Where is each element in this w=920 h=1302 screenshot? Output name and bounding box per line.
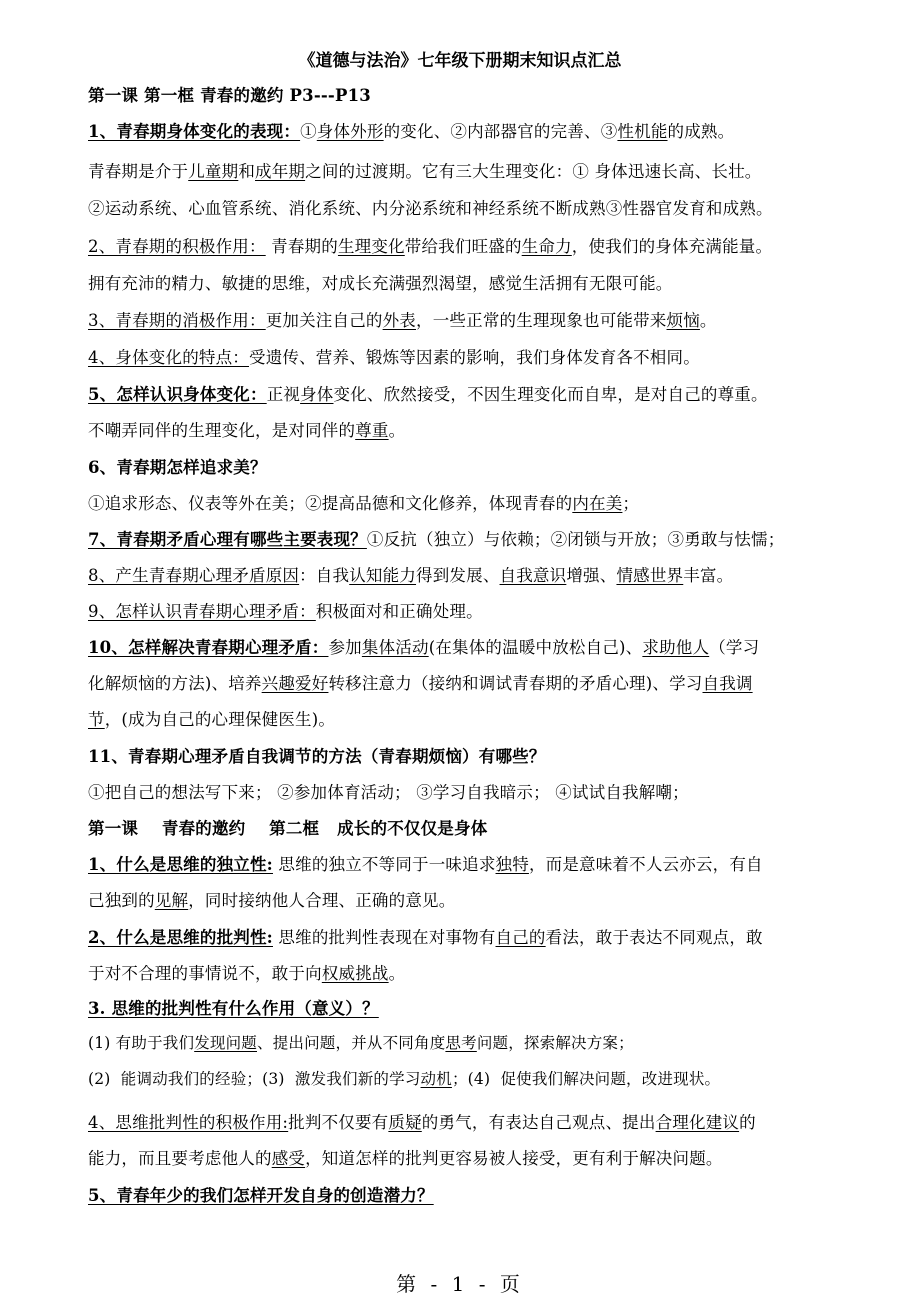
lesson-heading-1: 第一课 第一框 青春的邀约 P3---P13 [88,86,371,105]
item-7: 7、青春期矛盾心理有哪些主要表现？①反抗（独立）与依赖；②闭锁与开放；③勇敢与怯懦； [88,530,785,549]
section2-item-4-cont: 能力，而且要考虑他人的感受，知道怎样的批判更容易被人接受，更有利于解决问题。 [88,1149,723,1168]
item-10-cont: 化解烦恼的方法)、培养兴趣爱好转移注意力（接纳和调试青春期的矛盾心理)、学习自我调 [88,674,753,693]
item-2: 2、青春期的积极作用： 青春期的生理变化带给我们旺盛的生命力，使我们的身体充满能量。 [88,237,773,256]
item-8: 8、产生青春期心理矛盾原因：自我认知能力得到发展、自我意识增强、情感世界丰富。 [88,566,734,585]
item-6: 6、青春期怎样追求美？ [88,458,267,477]
item-1: 1、青春期身体变化的表现：①身体外形的变化、②内部器官的完善、③性机能的成熟。 [88,122,735,141]
lesson-heading-2: 第一课 青春的邀约 第二框 成长的不仅仅是身体 [88,819,488,838]
section2-item-3-b: (2) 能调动我们的经验；(3) 激发我们新的学习动机；(4) 促使我们解决问题，改进现状。 [88,1070,721,1088]
item-4: 4、身体变化的特点：受遗传、营养、锻炼等因素的影响，我们身体发育各不相同。 [88,348,700,367]
item-3: 3、青春期的消极作用：更加关注自己的外表，一些正常的生理现象也可能带来烦恼。 [88,311,717,330]
section2-item-2: 2、什么是思维的批判性: 思维的批判性表现在对事物有自己的看法，敢于表达不同观点，敢 [88,928,763,947]
page-title: 《道德与法治》七年级下册期末知识点汇总 [298,51,622,71]
page-number: 第 - 1 - 页 [396,1272,524,1296]
paragraph-1-cont: ②运动系统、心血管系统、消化系统、内分泌系统和神经系统不断成熟③性器官发育和成熟。 [88,199,773,218]
item-10-cont2: 节，(成为自己的心理保健医生)。 [88,710,336,729]
section2-item-4: 4、思维批判性的积极作用:批判不仅要有质疑的勇气，有表达自己观点、提出合理化建议的 [88,1113,756,1132]
item-9: 9、怎样认识青春期心理矛盾：积极面对和正确处理。 [88,602,483,621]
section2-item-3-a: (1) 有助于我们发现问题、提出问题，并从不同角度思考问题，探索解决方案； [88,1034,634,1052]
section2-item-3: 3. 思维的批判性有什么作用（意义）？ [88,999,379,1018]
item-5: 5、怎样认识身体变化：正视身体变化、欣然接受，不因生理变化而自卑，是对自己的尊重。 [88,385,768,404]
section2-item-1-cont: 己独到的见解，同时接纳他人合理、正确的意见。 [88,891,456,910]
item-11: 11、青春期心理矛盾自我调节的方法（青春期烦恼）有哪些？ [88,747,546,766]
item-6-answer: ①追求形态、仪表等外在美；②提高品德和文化修养，体现青春的内在美； [88,494,640,513]
item-5-cont: 不嘲弄同伴的生理变化，是对同伴的尊重。 [88,421,406,440]
section2-item-1: 1、什么是思维的独立性: 思维的独立不等同于一味追求独特，而是意味着不人云亦云，有自 [88,855,763,874]
item-2-cont: 拥有充沛的精力、敏捷的思维，对成长充满强烈渴望，感觉生活拥有无限可能。 [88,274,673,293]
paragraph-1: 青春期是介于儿童期和成年期之间的过渡期。它有三大生理变化：① 身体迅速长高、长壮。 [88,162,762,181]
item-10: 10、怎样解决青春期心理矛盾：参加集体活动(在集体的温暖中放松自己)、求助他人（学习 [88,638,760,657]
section2-item-2-cont: 于对不合理的事情说不，敢于向权威挑战。 [88,964,406,983]
section2-item-5: 5、青春年少的我们怎样开发自身的创造潜力？ [88,1186,434,1205]
item-11-answer: ①把自己的想法写下来； ②参加体育活动； ③学习自我暗示； ④试试自我解嘲； [88,783,689,802]
